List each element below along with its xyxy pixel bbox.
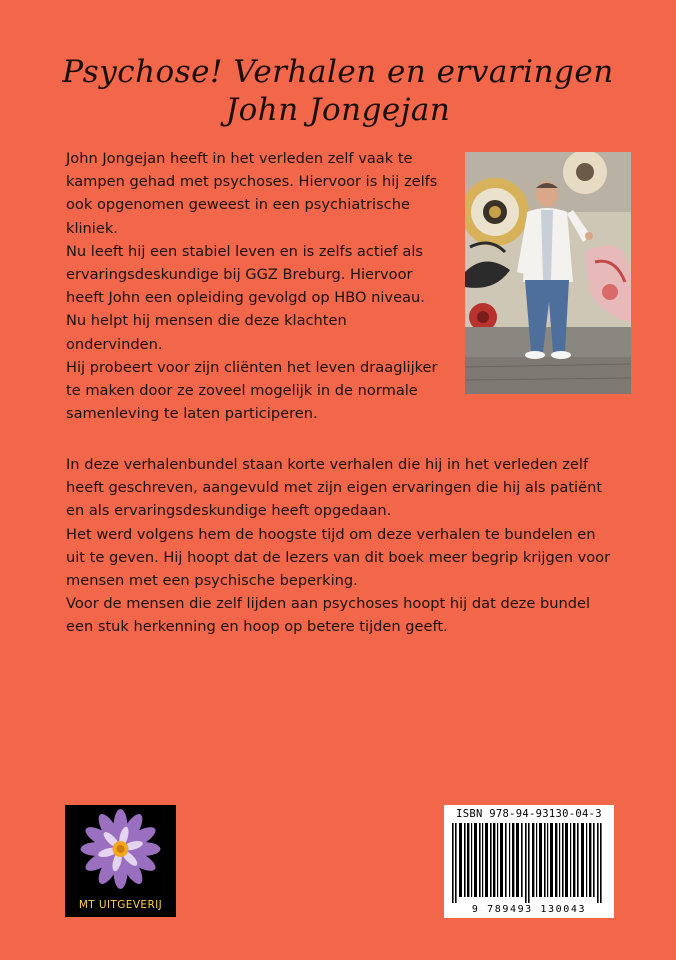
blurb-paragraph-1 bbox=[66, 147, 438, 425]
publisher-name: MT UITGEVERIJ bbox=[78, 899, 163, 911]
publisher-logo bbox=[65, 805, 176, 917]
blurb-line: Hij probeert voor zijn cliënten het leven draaglijker bbox=[66, 358, 438, 376]
isbn-barcode bbox=[444, 805, 614, 918]
blurb-line: In deze verhalenbundel staan korte verhalen die hij in het verleden zelf bbox=[66, 456, 589, 473]
blurb-line: een stuk herkenning en hoop op betere tijden geeft. bbox=[66, 618, 448, 636]
blurb-line: ook opgenomen geweest in een psychiatrische bbox=[66, 196, 410, 214]
blurb-line: Het werd volgens hem de hoogste tijd om deze verhalen te bundelen en bbox=[66, 525, 596, 543]
blurb-line: ondervinden. bbox=[66, 335, 163, 353]
blurb-paragraph-2 bbox=[66, 453, 610, 639]
flower-icon bbox=[65, 805, 176, 897]
blurb-line: heeft geschreven, aangevuld met zijn eigen ervaringen die hij als patiënt bbox=[66, 479, 603, 497]
blurb-line: en als ervaringsdeskundige heeft opgedaan. bbox=[66, 502, 392, 520]
ean-digits: 9 789493 130043 bbox=[471, 904, 587, 915]
blurb-line: Nu leeft hij een stabiel leven en is zelfs actief als bbox=[66, 242, 424, 260]
blurb-line: kampen gehad met psychoses. Hiervoor is hij zelfs bbox=[66, 173, 438, 191]
blurb-line: kliniek. bbox=[66, 219, 118, 237]
blurb-line: te maken door ze zoveel mogelijk in de normale bbox=[66, 382, 418, 400]
blurb-line: mensen met een psychische beperking. bbox=[66, 572, 358, 590]
author-name: John Jongejan bbox=[225, 92, 451, 128]
blurb-line: heeft John een opleiding gevolgd op HBO niveau. bbox=[66, 289, 425, 307]
blurb-line: ervaringsdeskundige bij GGZ Breburg. Hiervoor bbox=[66, 266, 413, 284]
isbn-label: ISBN 978-94-93130-04-3 bbox=[456, 808, 602, 820]
blurb-line: Nu helpt hij mensen die deze klachten bbox=[66, 312, 347, 330]
author-photo bbox=[465, 152, 631, 394]
blurb-line: Voor de mensen die zelf lijden aan psychoses hoopt hij dat deze bundel bbox=[66, 595, 591, 613]
blurb-line: uit te geven. Hij hoopt dat de lezers van dit boek meer begrip krijgen voor bbox=[66, 548, 611, 566]
book-title: Psychose! Verhalen en ervaringen bbox=[62, 54, 614, 90]
blurb-line: samenleving te laten participeren. bbox=[66, 405, 318, 423]
barcode-bars bbox=[452, 823, 606, 903]
blurb-line: John Jongejan heeft in het verleden zelf vaak te bbox=[66, 150, 413, 167]
